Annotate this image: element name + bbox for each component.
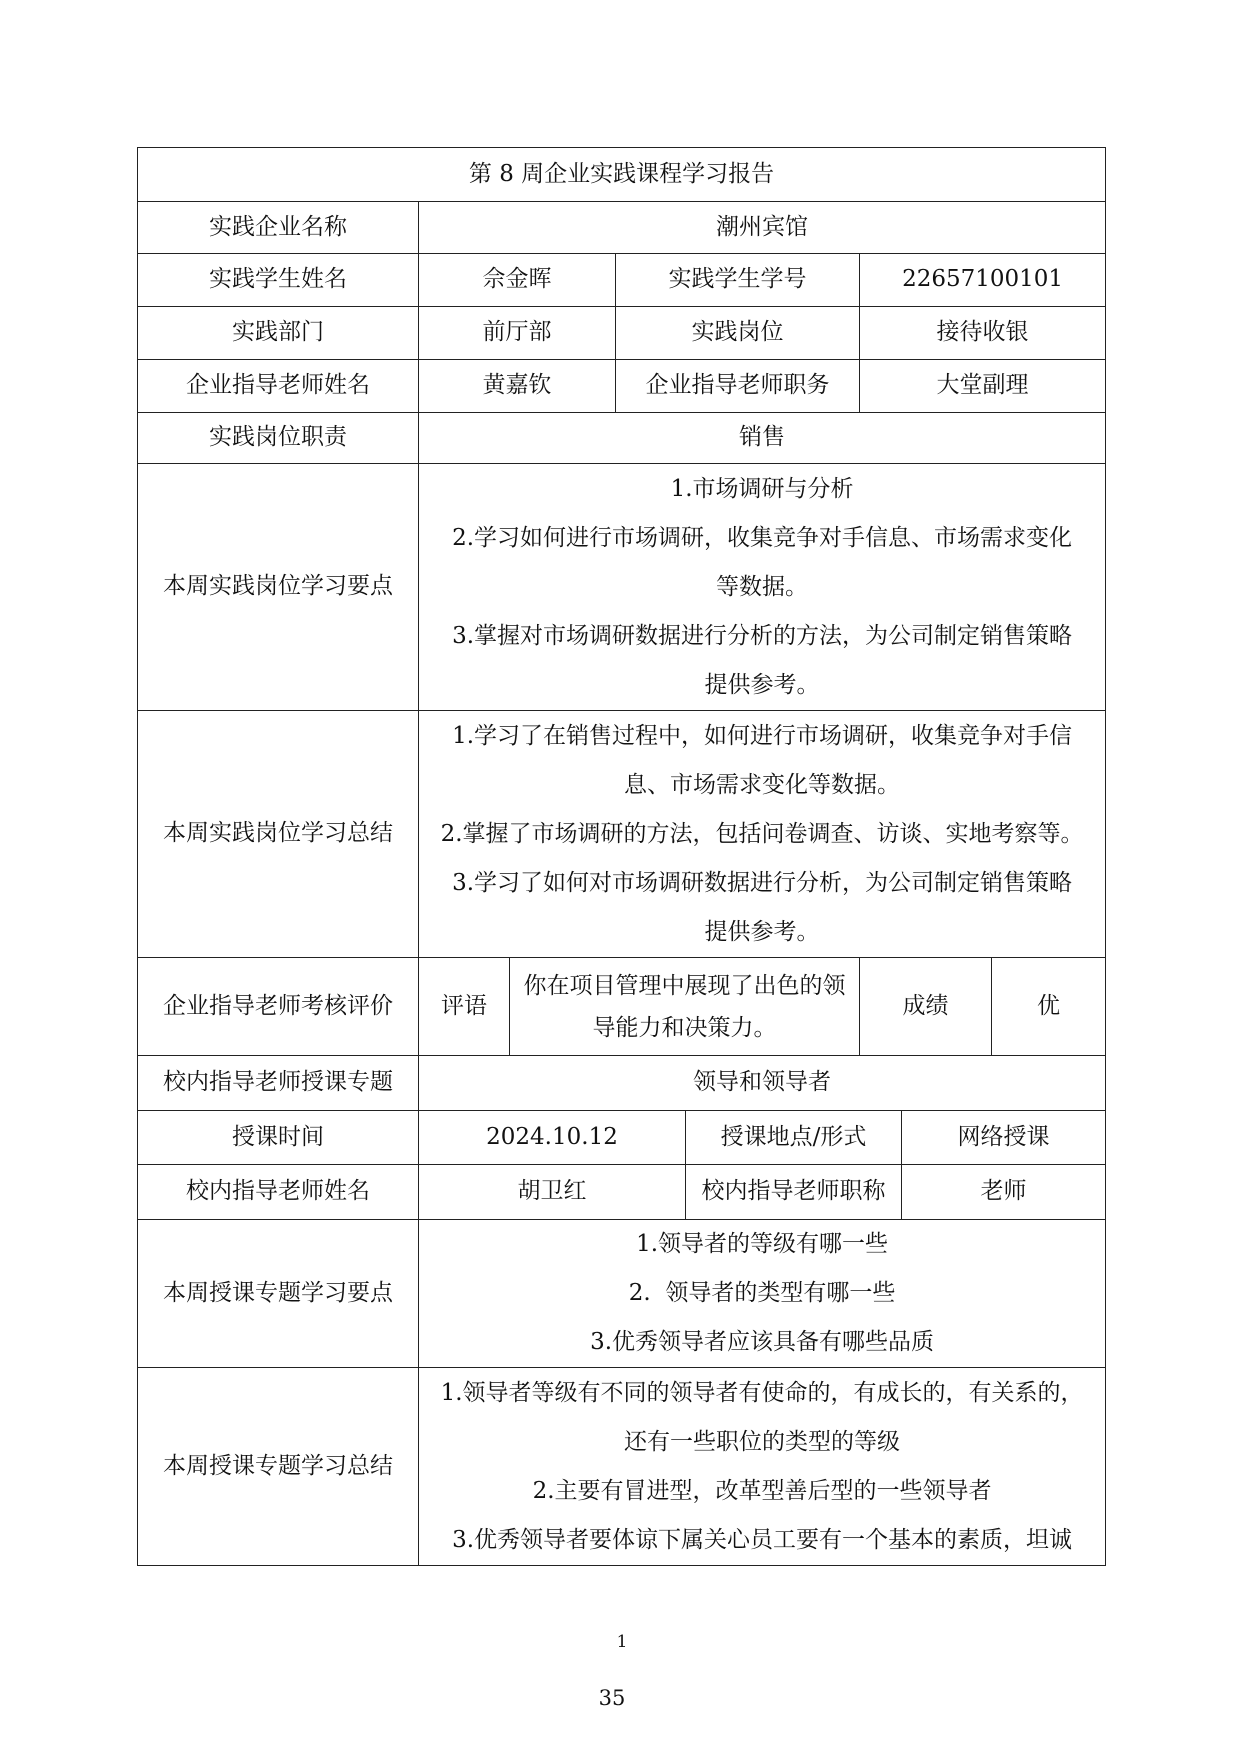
summary-line: 1.学习了在销售过程中，如何进行市场调研，收集竞争对手信	[452, 722, 1073, 749]
student-row	[138, 254, 1106, 307]
post-value: 接待收银	[860, 307, 1106, 360]
grade-value: 优	[992, 958, 1106, 1056]
inner-page-number: 1	[616, 1632, 628, 1652]
report-title: 第 8 周企业实践课程学习报告	[138, 148, 1106, 202]
duty-value: 销售	[419, 413, 1106, 464]
ent-teacher-title-label: 企业指导老师职务	[616, 360, 860, 413]
comment-label: 评语	[419, 958, 510, 1056]
evaluation-row	[138, 958, 1106, 1056]
company-row	[138, 202, 1106, 254]
dept-label: 实践部门	[138, 307, 419, 360]
duty-label: 实践岗位职责	[138, 413, 419, 464]
lecture-row	[138, 1111, 1106, 1165]
ent-teacher-title: 大堂副理	[860, 360, 1106, 413]
topic-summary-label: 本周授课专题学习总结	[138, 1368, 419, 1566]
keypoints-content	[419, 464, 1106, 711]
school-teacher-label: 校内指导老师姓名	[138, 1165, 419, 1220]
topic-points-line: 3.优秀领导者应该具备有哪些品质	[590, 1329, 935, 1355]
summary-row	[138, 711, 1106, 958]
topic-points-content	[419, 1220, 1106, 1368]
topic-points-row	[138, 1220, 1106, 1368]
topic-summary-line: 1.领导者等级有不同的领导者有使命的，有成长的，有关系的，	[440, 1379, 1084, 1406]
comment-line: 你在项目管理中展现了出色的领	[523, 972, 846, 999]
topic-summary-line: 还有一些职位的类型的等级	[624, 1428, 901, 1455]
summary-line: 提供参考。	[704, 918, 820, 945]
topic-row	[138, 1056, 1106, 1111]
keypoints-line: 3.掌握对市场调研数据进行分析的方法，为公司制定销售策略	[452, 622, 1073, 649]
comment-line: 导能力和决策力。	[592, 1014, 777, 1041]
summary-content	[419, 711, 1106, 958]
evaluation-label: 企业指导老师考核评价	[138, 958, 419, 1056]
topic-value: 领导和领导者	[419, 1056, 1106, 1111]
outer-page-number: 35	[598, 1686, 626, 1710]
company-value: 潮州宾馆	[419, 202, 1106, 254]
dept-row	[138, 307, 1106, 360]
lecture-place-label: 授课地点/形式	[686, 1111, 902, 1165]
title-row	[138, 148, 1106, 202]
keypoints-row	[138, 464, 1106, 711]
ent-teacher-label: 企业指导老师姓名	[138, 360, 419, 413]
keypoints-line: 2.学习如何进行市场调研，收集竞争对手信息、市场需求变化	[452, 524, 1073, 551]
summary-label: 本周实践岗位学习总结	[138, 711, 419, 958]
keypoints-line: 提供参考。	[704, 671, 820, 698]
topic-summary-line: 2.主要有冒进型，改革型善后型的一些领导者	[532, 1477, 992, 1504]
dept-value: 前厅部	[419, 307, 616, 360]
comment-content	[510, 958, 860, 1056]
lecture-place: 网络授课	[902, 1111, 1106, 1165]
school-teacher-title-label: 校内指导老师职称	[686, 1165, 902, 1220]
company-label: 实践企业名称	[138, 202, 419, 254]
duty-row	[138, 413, 1106, 464]
topic-points-line: 2. 领导者的类型有哪一些	[628, 1280, 896, 1306]
school-teacher-row	[138, 1165, 1106, 1220]
student-id-label: 实践学生学号	[616, 254, 860, 307]
summary-line: 3.学习了如何对市场调研数据进行分析，为公司制定销售策略	[452, 869, 1073, 896]
topic-label: 校内指导老师授课专题	[138, 1056, 419, 1111]
topic-points-line: 1.领导者的等级有哪一些	[636, 1231, 889, 1257]
student-name-label: 实践学生姓名	[138, 254, 419, 307]
school-teacher-name: 胡卫红	[419, 1165, 686, 1220]
lecture-time-label: 授课时间	[138, 1111, 419, 1165]
keypoints-line: 1.市场调研与分析	[670, 475, 854, 502]
keypoints-line: 等数据。	[716, 573, 809, 600]
post-label: 实践岗位	[616, 307, 860, 360]
topic-summary-content	[419, 1368, 1106, 1566]
topic-summary-line: 3.优秀领导者要体谅下属关心员工要有一个基本的素质，坦诚	[452, 1526, 1073, 1553]
student-name: 佘金晖	[419, 254, 616, 307]
topic-points-label: 本周授课专题学习要点	[138, 1220, 419, 1368]
student-id: 22657100101	[860, 254, 1106, 307]
ent-teacher-name: 黄嘉钦	[419, 360, 616, 413]
grade-label: 成绩	[860, 958, 992, 1056]
ent-teacher-row	[138, 360, 1106, 413]
keypoints-label: 本周实践岗位学习要点	[138, 464, 419, 711]
summary-line: 息、市场需求变化等数据。	[624, 771, 901, 798]
school-teacher-title: 老师	[902, 1165, 1106, 1220]
report-table	[137, 147, 1106, 1566]
lecture-time: 2024.10.12	[419, 1111, 686, 1165]
summary-line: 2.掌握了市场调研的方法，包括问卷调查、访谈、实地考察等。	[440, 820, 1084, 847]
topic-summary-row	[138, 1368, 1106, 1566]
